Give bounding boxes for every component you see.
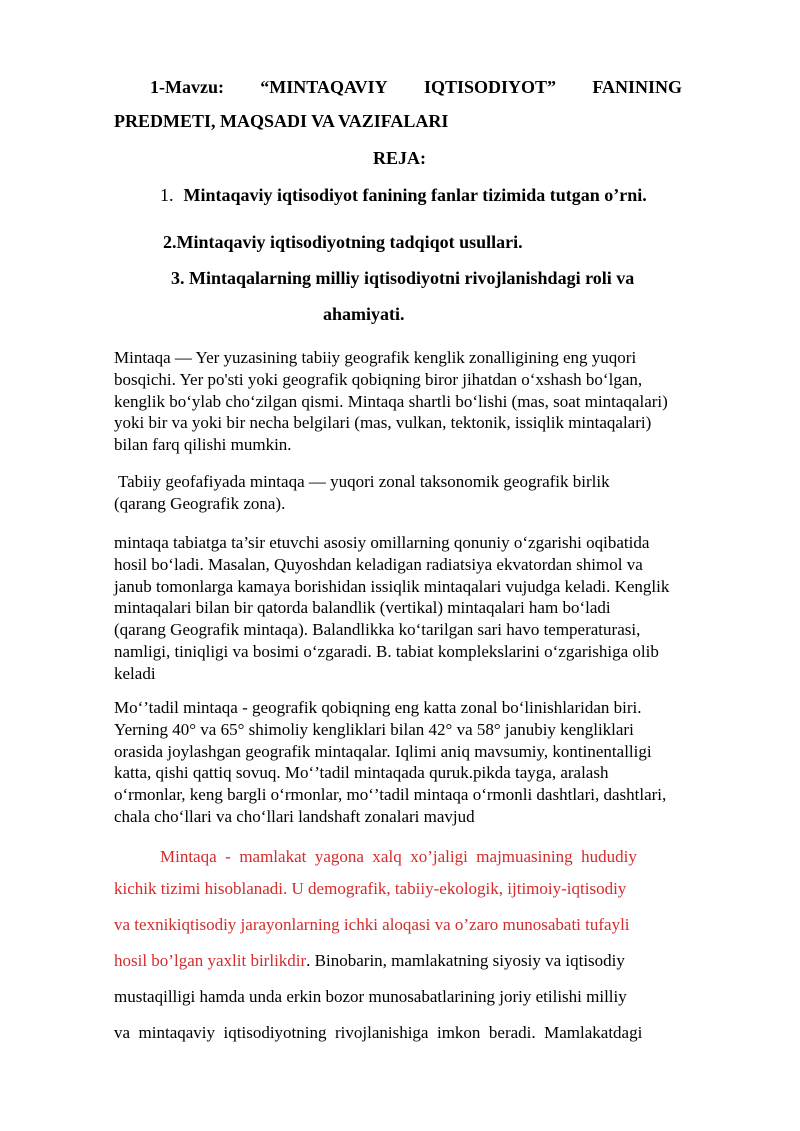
text-line: hosil bo‘ladi. Masalan, Quyoshdan keladigan radiatsiya ekvatordan shimol va — [114, 554, 643, 574]
highlighted-text-line-2 — [114, 878, 682, 900]
text-line: katta, qishi qattiq sovuq. Mo‘’tadil mintaqada quruk.pikda tayga, aralash — [114, 763, 609, 783]
text-line: (qarang Geografik zona). — [114, 493, 286, 513]
title-line-2: PREDMETI, MAQSADI VA VAZIFALARI — [114, 111, 449, 131]
title-word: FANINING — [592, 77, 682, 97]
highlighted-text: Mintaqa - mamlakat yagona xalq xo’jaligi majmuasining hududiy — [160, 847, 637, 866]
highlighted-text: va texnikiqtisodiy jarayonlarning ichki aloqasi va o’zaro munosabati tufayli — [114, 915, 630, 934]
mixed-text-line-4 — [114, 950, 682, 972]
text-line: va mintaqaviy iqtisodiyotning rivojlanishiga imkon beradi. Mamlakatdagi — [114, 1023, 643, 1042]
text-line: keladi — [114, 663, 156, 683]
paragraph-tabiiy-geografiya — [114, 471, 754, 515]
plan-item-3: 3. Mintaqalarning milliy iqtisodiyotni rivojlanishdagi roli va — [171, 268, 635, 288]
title-word: IQTISODIYOT” — [423, 77, 557, 97]
text-line: mintaqa tabiatga ta’sir etuvchi asosiy omillarning qonuniy o‘zgarishi oqibatida — [114, 533, 650, 552]
plan-item-1-number: 1. — [160, 185, 174, 205]
paragraph-mintaqa-formation — [114, 532, 754, 685]
text-line: kenglik bo‘ylab cho‘zilgan qismi. Mintaqa shartli bo‘lishi (mas, soat mintaqalari) — [114, 391, 668, 411]
text-line: chala cho‘llari va cho‘llari landshaft zonalari mavjud — [114, 806, 475, 826]
title-line-1 — [150, 77, 682, 98]
text-line: orasida joylashgan geografik mintaqalar. Iqlimi aniq mavsumiy, kontinentalligi — [114, 741, 652, 761]
text-line-5 — [114, 986, 682, 1008]
highlighted-text: hosil bo’lgan yaxlit birlikdir — [114, 951, 307, 970]
highlighted-text-line-3 — [114, 914, 682, 936]
text-line: janub tomonlarga kamaya borishidan issiqlik mintaqalari vujudga keladi. Kenglik — [114, 576, 670, 596]
text-line-6 — [114, 1022, 682, 1044]
text-line: bilan farq qilishi mumkin. — [114, 435, 292, 455]
text-line: Mo‘’tadil mintaqa - geografik qobiqning eng katta zonal bo‘linishlaridan biri. — [114, 698, 642, 717]
paragraph-motadil-mintaqa — [114, 697, 754, 828]
text-line: Tabiiy geofafiyada mintaqa — yuqori zonal taksonomik geografik birlik — [114, 472, 610, 491]
plain-text: . Binobarin, mamlakatning siyosiy va iqtisodiy — [306, 951, 625, 970]
title-word: “MINTAQAVIY — [260, 77, 388, 97]
text-line: yoki bir va yoki bir necha belgilari (mas, vulkan, tektonik, issiqlik mintaqalari) — [114, 413, 652, 433]
text-line: Mintaqa — Yer yuzasining tabiiy geografik kenglik zonalligining eng yuqori — [114, 348, 637, 367]
paragraph-mintaqa-definition — [114, 347, 754, 456]
title-word: 1-Mavzu: — [150, 77, 224, 97]
plan-item-2: 2.Mintaqaviy iqtisodiyotning tadqiqot usullari. — [163, 232, 523, 252]
text-line: o‘rmonlar, keng bargli o‘rmonlar, mo‘’tadil mintaqa o‘rmonli dashtlari, dashtlari, — [114, 785, 667, 805]
text-line — [114, 950, 682, 972]
plan-item-1 — [160, 185, 647, 206]
text-line: mintaqalari bilan bir qatorda balandlik (vertikal) mintaqalari ham bo‘ladi — [114, 598, 611, 618]
plan-item-1-text: Mintaqaviy iqtisodiyot fanining fanlar tizimida tutgan o’rni. — [183, 185, 647, 205]
plan-item-3-continued: ahamiyati. — [323, 304, 405, 324]
text-line: Yerning 40° va 65° shimoliy kengliklari bilan 42° va 58° janubiy kengliklari — [114, 719, 634, 739]
text-line: mustaqilligi hamda unda erkin bozor munosabatlarining joriy etilishi milliy — [114, 987, 627, 1006]
text-line: (qarang Geografik mintaqa). Balandlikka ko‘tarilgan sari havo temperaturasi, — [114, 620, 641, 640]
highlighted-text-line-1 — [114, 846, 682, 868]
text-line: namligi, tiniqligi va bosimi o‘zgaradi. B. tabiat komplekslarini o‘zgarishiga olib — [114, 641, 659, 661]
highlighted-text: kichik tizimi hisoblanadi. U demografik, tabiiy-ekologik, ijtimoiy-iqtisodiy — [114, 879, 627, 898]
plan-heading: REJA: — [373, 148, 426, 168]
text-line: bosqichi. Yer po'sti yoki geografik qobiqning biror jihatdan o‘xshash bo‘lgan, — [114, 369, 643, 389]
